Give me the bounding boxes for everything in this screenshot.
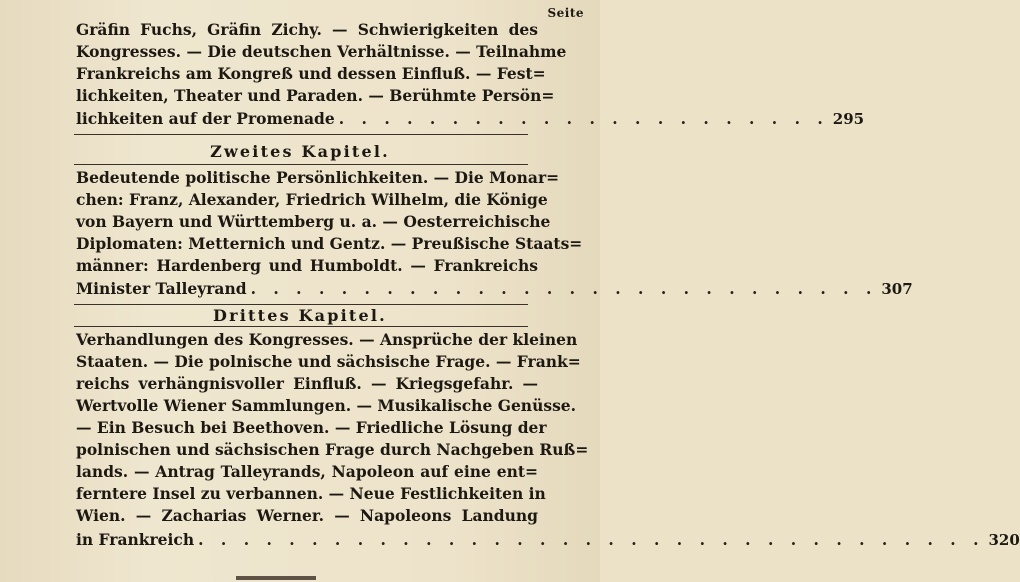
toc-entry-last-line [76, 109, 865, 129]
leader-dots: . . . . . . . . . . . . . . . . . . . . . . [338, 109, 829, 128]
toc-entry-last-line [76, 279, 913, 299]
toc-line: in Frankreich [76, 530, 195, 549]
chapter-heading: Zweites Kapitel. [210, 142, 390, 161]
page-number: 320 [988, 531, 1020, 549]
page-column-label: Seite [547, 6, 584, 20]
toc-line: — Ein Besuch bei Beethoven. — Friedliche Lösung der [76, 418, 547, 437]
toc-line: von Bayern und Württemberg u. a. — Oesterreichische [76, 212, 551, 231]
toc-line: Gräfin Fuchs, Gräfin Zichy. — Schwierigkeiten des [76, 20, 538, 39]
toc-line: Diplomaten: Metternich und Gentz. — Preußische Staats= [76, 234, 583, 253]
toc-line: Kongresses. — Die deutschen Verhältnisse. — Teilnahme [76, 42, 567, 61]
toc-line: Verhandlungen des Kongresses. — Ansprüche der kleinen [76, 330, 578, 349]
section-divider [74, 134, 528, 135]
toc-line: chen: Franz, Alexander, Friedrich Wilhelm, die Könige [76, 190, 548, 209]
section-divider [74, 164, 528, 165]
chapter-heading: Drittes Kapitel. [213, 306, 387, 325]
toc-line: reichs verhängnisvoller Einfluß. — Kriegsgefahr. — [76, 374, 538, 393]
toc-line: Bedeutende politische Persönlichkeiten. — Die Monar= [76, 168, 560, 187]
toc-line: Staaten. — Die polnische und sächsische Frage. — Frank= [76, 352, 581, 371]
toc-line: ferntere Insel zu verbannen. — Neue Festlichkeiten in [76, 484, 546, 503]
toc-line: lands. — Antrag Talleyrands, Napoleon auf eine ent= [76, 462, 538, 481]
toc-line: lichkeiten auf der Promenade [76, 109, 335, 128]
toc-line: lichkeiten, Theater und Paraden. — Berühmte Persön= [76, 86, 555, 105]
toc-line: Wien. — Zacharias Werner. — Napoleons Landung [76, 506, 538, 525]
leader-dots: . . . . . . . . . . . . . . . . . . . . . . . . . . . . [250, 279, 878, 298]
toc-line: Frankreichs am Kongreß und dessen Einfluß. — Fest= [76, 64, 546, 83]
toc-line: polnischen und sächsischen Frage durch Nachgeben Ruß= [76, 440, 589, 459]
page-number: 307 [881, 280, 913, 298]
toc-entry-last-line [76, 530, 1020, 550]
leader-dots: . . . . . . . . . . . . . . . . . . . . . . . . . . . . . . . . . . . [198, 530, 985, 549]
toc-line: männer: Hardenberg und Humboldt. — Frankreichs [76, 256, 538, 275]
page-number: 295 [832, 110, 865, 128]
section-divider [74, 304, 528, 305]
bottom-ornament-bar [236, 576, 316, 580]
toc-line: Minister Talleyrand [76, 279, 247, 298]
section-divider [74, 326, 528, 327]
toc-line: Wertvolle Wiener Sammlungen. — Musikalische Genüsse. [76, 396, 577, 415]
